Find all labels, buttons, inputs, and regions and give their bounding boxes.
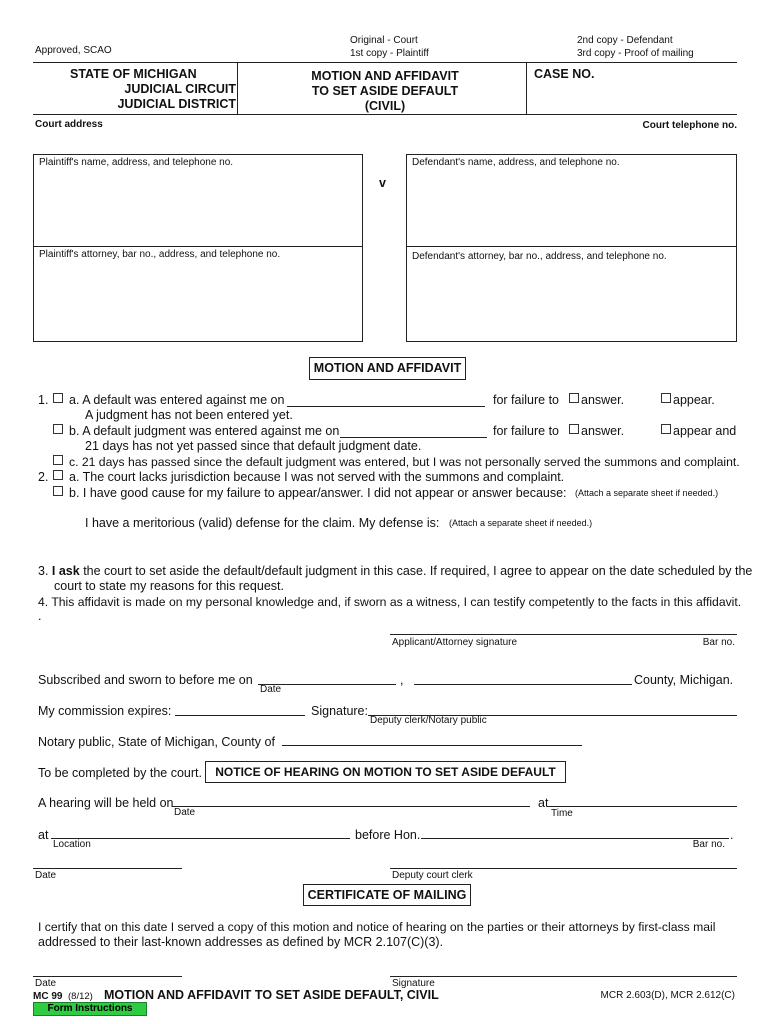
- court-phone-field[interactable]: Court telephone no.: [642, 120, 737, 131]
- item3-text: 3. I ask the court to set aside the default/default judgment in this case. If required, I agree to appear on the date scheduled by the: [38, 564, 753, 578]
- to-be-completed-label: To be completed by the court.: [38, 766, 202, 780]
- clerk-date-label: Date: [35, 870, 57, 881]
- hearing-location-at: at: [38, 828, 49, 842]
- commission-line[interactable]: [175, 715, 305, 716]
- state-label: STATE OF MICHIGAN: [70, 67, 197, 81]
- item1a-answer-checkbox[interactable]: [569, 393, 579, 403]
- stray-period: .: [38, 609, 42, 623]
- item1b-answer-label: answer.: [581, 424, 625, 438]
- item1b-appear-checkbox[interactable]: [661, 424, 671, 434]
- judge-bar-no-label: Bar no.: [692, 839, 725, 850]
- signature-label: Signature:: [311, 704, 368, 718]
- form-title-line1: MOTION AND AFFIDAVIT: [311, 69, 459, 83]
- item1a-checkbox[interactable]: [53, 393, 63, 403]
- copy-first: 1st copy - Plaintiff: [350, 48, 429, 59]
- item2-number: 2.: [38, 470, 49, 484]
- case-no-field[interactable]: CASE NO.: [534, 67, 595, 81]
- subscribed-text: Subscribed and sworn to before me on: [38, 673, 253, 687]
- hearing-date-line[interactable]: [172, 806, 530, 807]
- item2a-checkbox[interactable]: [53, 470, 63, 480]
- defense-text: I have a meritorious (valid) defense for the claim. My defense is:: [85, 516, 440, 530]
- judge-line[interactable]: [421, 838, 729, 839]
- notary-county-line[interactable]: [282, 745, 582, 746]
- deputy-clerk-label: Deputy court clerk: [392, 870, 473, 881]
- form-title-line3: (CIVIL): [364, 99, 406, 113]
- hearing-date-label: Date: [174, 807, 196, 818]
- footer-title: MOTION AND AFFIDAVIT TO SET ASIDE DEFAULT, CIVIL: [104, 988, 439, 1002]
- plaintiff-box: [33, 154, 363, 342]
- item1a-for-failure: for failure to: [493, 393, 560, 407]
- item1a-appear-checkbox[interactable]: [661, 393, 671, 403]
- mailing-date-label: Date: [35, 978, 57, 989]
- item1c-text: c. 21 days has passed since the default judgment was entered, but I was not personally served the summons and complaint.: [69, 455, 740, 469]
- defense-attach-note: (Attach a separate sheet if needed.): [449, 518, 593, 528]
- hearing-heading: NOTICE OF HEARING ON MOTION TO SET ASIDE DEFAULT: [205, 761, 566, 783]
- defendant-box: [406, 154, 737, 342]
- approved-label: Approved, SCAO: [35, 45, 112, 56]
- copy-original: Original - Court: [350, 35, 418, 46]
- versus-label: v: [379, 176, 386, 190]
- court-address-field[interactable]: Court address: [35, 119, 103, 130]
- item1b-for-failure: for failure to: [493, 424, 560, 438]
- item1a-note: A judgment has not been entered yet.: [85, 408, 293, 422]
- clerk-date-line[interactable]: [33, 868, 182, 869]
- mailing-text-line1: I certify that on this date I served a copy of this motion and notice of hearing on the parties or their attorneys by first-class mail: [38, 920, 716, 934]
- footer-form-id: MC 99 (8/12): [33, 991, 93, 1002]
- hearing-held-on-text: A hearing will be held on: [38, 796, 174, 810]
- motion-heading: MOTION AND AFFIDAVIT: [309, 357, 466, 380]
- hearing-at-label: at: [538, 796, 549, 810]
- mailing-signature-label: Signature: [392, 978, 435, 989]
- form-instructions-button[interactable]: Form Instructions: [33, 1002, 147, 1016]
- hearing-location-label: Location: [53, 839, 91, 850]
- mailing-heading: CERTIFICATE OF MAILING: [303, 884, 471, 906]
- applicant-bar-no-label: Bar no.: [702, 637, 735, 648]
- item1a-answer-label: answer.: [581, 393, 625, 407]
- subscribed-comma: ,: [400, 673, 404, 687]
- plaintiff-field[interactable]: Plaintiff's name, address, and telephone no.: [39, 157, 234, 168]
- item1b-date-line[interactable]: [340, 437, 487, 438]
- subscribed-date-label: Date: [260, 684, 282, 695]
- hearing-time-line[interactable]: [548, 806, 737, 807]
- before-hon-label: before Hon.: [355, 828, 421, 842]
- item3-line2: court to state my reasons for this request.: [54, 579, 284, 593]
- mailing-text-line2: addressed to their last-known addresses as defined by MCR 2.107(C)(3).: [38, 935, 444, 949]
- form-title-line2: TO SET ASIDE DEFAULT: [311, 84, 459, 98]
- item2a-text: a. The court lacks jurisdiction because I was not served with the summons and complaint.: [69, 470, 565, 484]
- item1-number: 1.: [38, 393, 49, 407]
- footer-rules: MCR 2.603(D), MCR 2.612(C): [600, 990, 735, 1001]
- defendant-attorney-field[interactable]: Defendant's attorney, bar no., address, and telephone no.: [412, 251, 667, 262]
- judge-period: .: [730, 828, 734, 842]
- copy-third: 3rd copy - Proof of mailing: [577, 48, 694, 59]
- item2b-attach-note: (Attach a separate sheet if needed.): [575, 488, 719, 498]
- item1a-date-line[interactable]: [287, 406, 485, 407]
- copy-second: 2nd copy - Defendant: [577, 35, 673, 46]
- deputy-clerk-line[interactable]: [390, 868, 737, 869]
- notary-county-text: Notary public, State of Michigan, County of: [38, 735, 275, 749]
- item4-text: 4. This affidavit is made on my personal knowledge and, if sworn as a witness, I can testify competently to the facts in this affidavit.: [38, 595, 742, 609]
- judicial-district-label: JUDICIAL DISTRICT: [117, 97, 236, 111]
- item2b-text: b. I have good cause for my failure to appear/answer. I did not appear or answer because:: [69, 486, 567, 500]
- item1b-appear-label: appear and: [673, 424, 737, 438]
- hearing-time-label: Time: [551, 808, 573, 819]
- item1a-text: a. A default was entered against me on: [69, 393, 285, 407]
- item1b-text: b. A default judgment was entered against me on: [69, 424, 340, 438]
- item1c-checkbox[interactable]: [53, 455, 63, 465]
- deputy-notary-label: Deputy clerk/Notary public: [370, 715, 487, 726]
- judicial-circuit-label: JUDICIAL CIRCUIT: [124, 82, 236, 96]
- item2b-checkbox[interactable]: [53, 486, 63, 496]
- item1b-answer-checkbox[interactable]: [569, 424, 579, 434]
- mailing-date-line[interactable]: [33, 976, 182, 977]
- county-label: County, Michigan.: [634, 673, 734, 687]
- plaintiff-attorney-field[interactable]: Plaintiff's attorney, bar no., address, and telephone no.: [39, 249, 281, 260]
- mailing-signature-line[interactable]: [390, 976, 737, 977]
- item1b-note: 21 days has not yet passed since that default judgment date.: [85, 439, 422, 453]
- hearing-location-line[interactable]: [51, 838, 350, 839]
- defendant-field[interactable]: Defendant's name, address, and telephone no.: [412, 157, 620, 168]
- applicant-signature-label: Applicant/Attorney signature: [392, 637, 518, 648]
- county-line[interactable]: [414, 684, 632, 685]
- commission-label: My commission expires:: [38, 704, 172, 718]
- applicant-signature-line[interactable]: [390, 634, 737, 635]
- item1a-appear-label: appear.: [673, 393, 715, 407]
- item1b-checkbox[interactable]: [53, 424, 63, 434]
